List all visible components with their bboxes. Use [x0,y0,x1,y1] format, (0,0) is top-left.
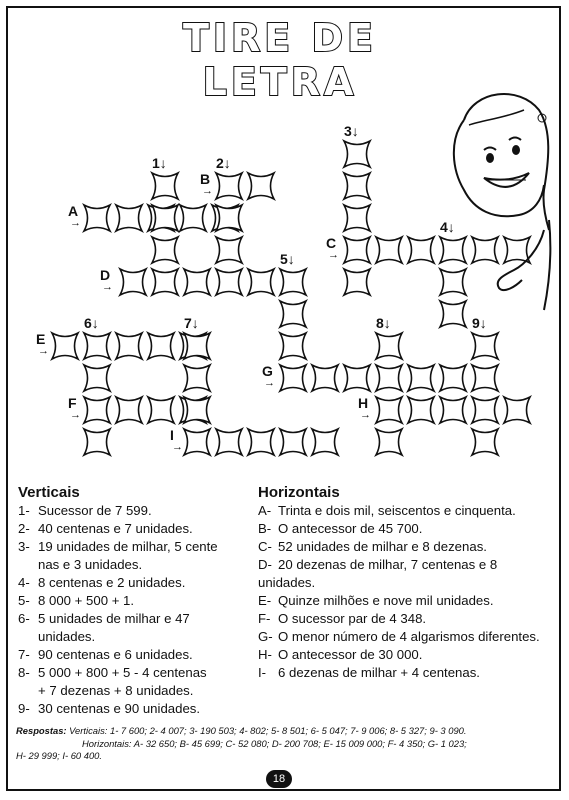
crossword-cell[interactable] [342,363,372,393]
horizontais-clue [258,646,558,664]
crossword-cell[interactable] [182,395,212,425]
horizontais-clue [258,628,558,646]
across-clue-label: E [36,331,46,347]
arrow-right-icon: → [264,377,275,389]
answers-block [16,725,546,763]
page-title: TIRE DE LETRA [182,16,377,104]
clue-number: 1- [18,503,30,518]
clue-number: A- [258,503,272,518]
verticais-clue [18,664,248,682]
crossword-cell[interactable] [278,299,308,329]
across-clue-label: G [262,363,273,379]
clue-text: 19 unidades de milhar, 5 cente [38,539,218,554]
clue-number: H- [258,647,272,662]
horizontais-list [258,502,558,682]
crossword-cell[interactable] [82,395,112,425]
answers-label: Respostas: [16,725,67,736]
clue-number: D- [258,557,272,572]
crossword-cell[interactable] [182,427,212,457]
crossword-cell[interactable] [214,427,244,457]
crossword-cell[interactable] [246,427,276,457]
crossword-cell[interactable] [150,203,180,233]
clue-number: 8- [18,665,30,680]
clue-text: Quinze milhões e nove mil unidades. [278,593,494,608]
crossword-cell[interactable] [150,235,180,265]
verticais-clue [18,628,248,646]
crossword-cell[interactable] [278,427,308,457]
answers-horizontais-label: Horizontais: [82,737,132,749]
clue-number: C- [258,539,272,554]
clue-text: nas e 3 unidades. [38,557,143,572]
crossword-cell[interactable] [278,331,308,361]
crossword-cell[interactable] [374,395,404,425]
crossword-cell[interactable] [82,427,112,457]
answers-horizontais: A- 32 650; B- 45 699; C- 52 080; D- 200 708; E- 15 009 000; F- 4 350; G- 1 023; [133,737,467,749]
crossword-cell[interactable] [470,395,500,425]
across-clue-label: H [358,395,369,411]
crossword-cell[interactable] [278,363,308,393]
crossword-cell[interactable] [214,235,244,265]
verticais-clue [18,592,248,610]
crossword-cell[interactable] [146,331,176,361]
clue-text: 5 unidades de milhar e 47 [38,611,190,626]
clue-text: 90 centenas e 6 unidades. [38,647,193,662]
arrow-right-icon: → [328,249,339,261]
crossword-cell[interactable] [342,139,372,169]
clue-number: 5- [18,593,30,608]
crossword-cell[interactable] [470,427,500,457]
clue-number: 6- [18,611,30,626]
crossword-cell[interactable] [182,331,212,361]
horizontais-clue [258,592,558,610]
crossword-cell[interactable] [406,363,436,393]
arrow-right-icon: → [102,281,113,293]
verticais-clue [18,646,248,664]
verticais-clue [18,574,248,592]
down-clue-label: 7↓ [184,315,199,331]
clue-text: 20 dezenas de milhar, 7 centenas e 8 unidades. [258,557,498,590]
clue-number: 3- [18,539,30,554]
answers-horizontais-2: H- 29 999; I- 60 400. [16,750,102,761]
clue-text: 5 000 + 800 + 5 - 4 centenas [38,665,207,680]
across-clue-label: F [68,395,77,411]
crossword-cell[interactable] [246,267,276,297]
crossword-cell[interactable] [150,171,180,201]
down-clue-label: 2↓ [216,155,231,171]
verticais-clue [18,502,248,520]
crossword-cell[interactable] [182,363,212,393]
crossword-cell[interactable] [182,267,212,297]
crossword-cell[interactable] [82,331,112,361]
clue-number: E- [258,593,272,608]
clue-number: 2- [18,521,30,536]
crossword-cell[interactable] [374,331,404,361]
clue-number: B- [258,521,272,536]
verticais-clue [18,538,248,556]
crossword-cell[interactable] [374,235,404,265]
crossword-cell[interactable] [114,203,144,233]
verticais-clue [18,556,248,574]
crossword-cell[interactable] [470,363,500,393]
across-clue-label: D [100,267,111,283]
clue-text: 8 centenas e 2 unidades. [38,575,186,590]
clue-text: + 7 dezenas + 8 unidades. [38,683,194,698]
verticais-heading: Verticais [18,484,80,501]
crossword-cell[interactable] [374,427,404,457]
crossword-cell[interactable] [342,267,372,297]
clue-text: O menor número de 4 algarismos diferentes. [278,629,540,644]
verticais-clue [18,700,248,718]
arrow-right-icon: → [70,217,81,229]
page-number: 18 [266,770,292,788]
clue-number: F- [258,611,271,626]
crossword-cell[interactable] [310,427,340,457]
down-clue-label: 4↓ [440,219,455,235]
answers-verticais-label: Verticais: [69,725,108,736]
arrow-right-icon: → [38,345,49,357]
crossword-cell[interactable] [342,235,372,265]
crossword-cell[interactable] [146,395,176,425]
clue-text: 30 centenas e 90 unidades. [38,701,201,716]
clue-text: Sucessor de 7 599. [38,503,152,518]
crossword-cell[interactable] [214,203,244,233]
crossword-cell[interactable] [374,363,404,393]
horizontais-clue [258,520,558,538]
verticais-clue [18,682,248,700]
crossword-cell[interactable] [438,395,468,425]
verticais-list [18,502,248,718]
down-clue-label: 3↓ [344,123,359,139]
clue-text: 52 unidades de milhar e 8 dezenas. [278,539,487,554]
crossword-cell[interactable] [214,171,244,201]
crossword-cell[interactable] [342,203,372,233]
clue-number: 4- [18,575,30,590]
crossword-cell[interactable] [118,267,148,297]
down-clue-label: 8↓ [376,315,391,331]
clue-number: I- [258,665,267,680]
clue-number: 7- [18,647,30,662]
crossword-cell[interactable] [438,363,468,393]
crossword-cell[interactable] [82,203,112,233]
down-clue-label: 1↓ [152,155,167,171]
horizontais-heading: Horizontais [258,484,340,501]
arrow-right-icon: → [70,409,81,421]
clue-text: 6 dezenas de milhar + 4 centenas. [278,665,480,680]
arrow-right-icon: → [172,441,183,453]
arrow-right-icon: → [202,185,213,197]
horizontais-clue [258,664,558,682]
crossword-cell[interactable] [502,395,532,425]
answers-verticais: 1- 7 600; 2- 4 007; 3- 190 503; 4- 802; 5- 8 501; 6- 5 047; 7- 9 006; 8- 5 327; 9- 3 090. [109,725,467,736]
down-clue-label: 5↓ [280,251,295,267]
crossword-cell[interactable] [50,331,80,361]
crossword-cell[interactable] [246,171,276,201]
verticais-clue [18,520,248,538]
crossword-cell[interactable] [310,363,340,393]
crossword-cell[interactable] [214,267,244,297]
clue-text: O antecessor de 45 700. [278,521,423,536]
across-clue-label: B [200,171,211,187]
across-clue-label: C [326,235,337,251]
girl-illustration [424,80,554,330]
down-clue-label: 9↓ [472,315,487,331]
clue-text: O antecessor de 30 000. [278,647,423,662]
horizontais-clue [258,502,558,520]
across-clue-label: I [170,427,174,443]
crossword-cell[interactable] [82,363,112,393]
horizontais-clue [258,610,558,628]
clue-text: unidades. [38,629,96,644]
arrow-right-icon: → [360,409,371,421]
clue-text: Trinta e dois mil, seiscentos e cinquenta. [278,503,516,518]
crossword-cell[interactable] [406,395,436,425]
horizontais-clue [258,556,558,592]
verticais-clue [18,610,248,628]
crossword-cell[interactable] [278,267,308,297]
down-clue-label: 6↓ [84,315,99,331]
crossword-cell[interactable] [114,331,144,361]
crossword-cell[interactable] [114,395,144,425]
clue-text: 8 000 + 500 + 1. [38,593,135,608]
crossword-cell[interactable] [178,203,208,233]
clue-text: 40 centenas e 7 unidades. [38,521,193,536]
crossword-cell[interactable] [342,171,372,201]
crossword-cell[interactable] [470,331,500,361]
clue-number: G- [258,629,273,644]
horizontais-clue [258,538,558,556]
clue-number: 9- [18,701,30,716]
crossword-cell[interactable] [150,267,180,297]
clue-text: O sucessor par de 4 348. [278,611,427,626]
across-clue-label: A [68,203,79,219]
